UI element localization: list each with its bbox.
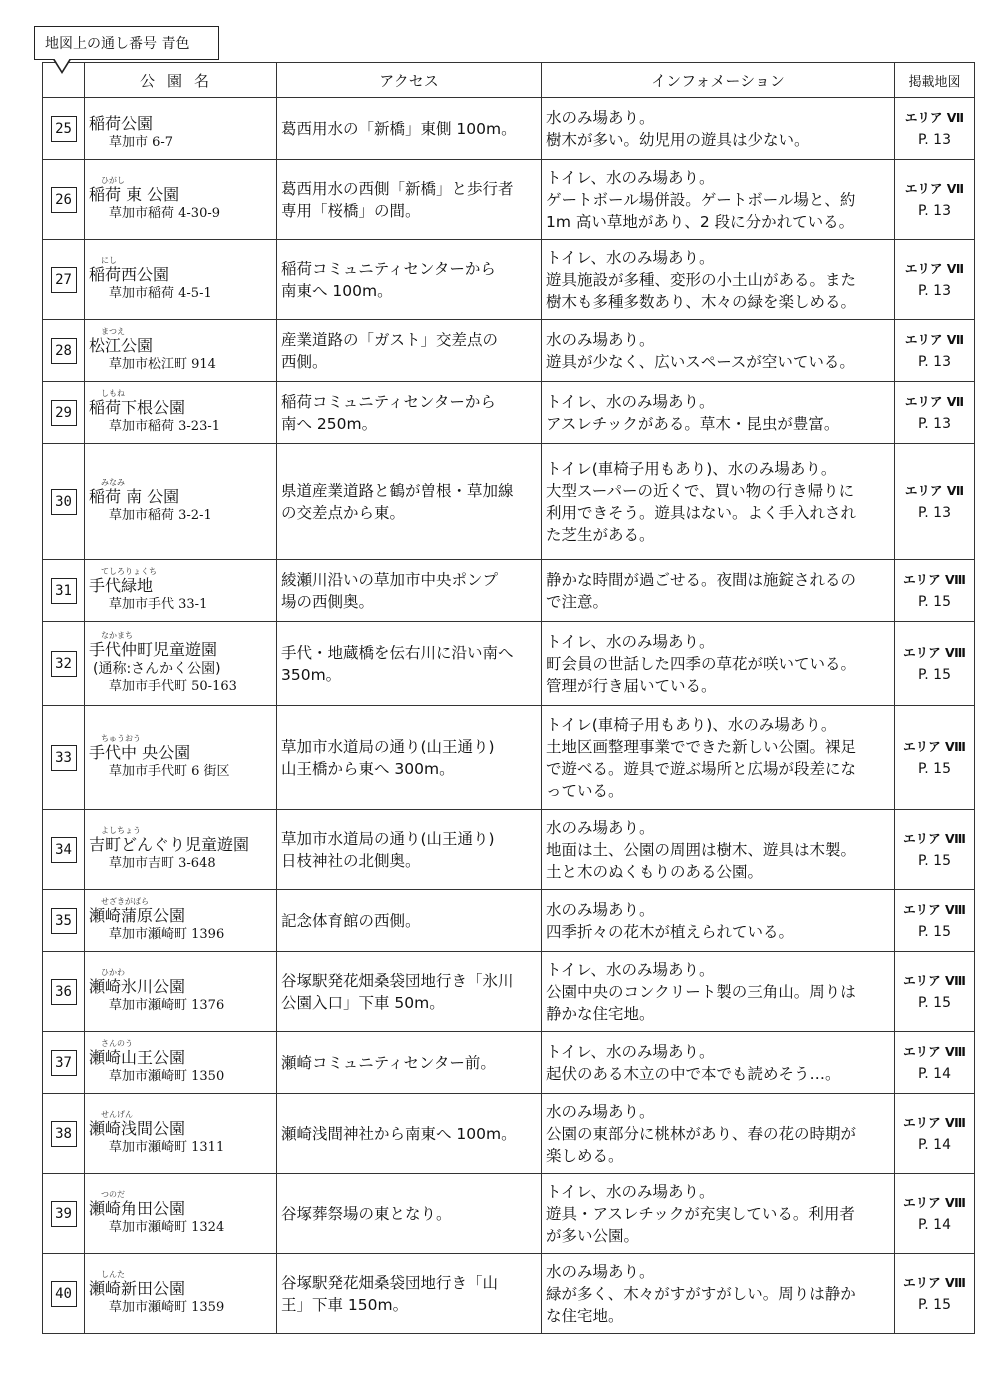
park-name-reading: なかまち	[101, 631, 133, 640]
park-name-reading: よしちょう	[101, 826, 141, 835]
map-area: エリア Ⅷ	[903, 571, 966, 587]
information-line: 町会員の世話した四季の草花が咲いている。	[546, 654, 857, 673]
information-line: 水のみ場あり。	[546, 900, 655, 919]
park-address: 草加市 6-7	[109, 135, 174, 150]
map-cell	[895, 382, 975, 444]
information-line: 楽しめる。	[546, 1146, 624, 1165]
map-cell	[895, 890, 975, 952]
access-line: 草加市水道局の通り(山王通り)	[281, 829, 495, 848]
park-name-reading	[89, 105, 272, 114]
map-area: エリア Ⅶ	[904, 109, 965, 125]
information-line: ゲートボール場併設。ゲートボール場と、約	[546, 190, 856, 209]
park-name-cell	[85, 810, 277, 890]
access-line: 稲荷コミュニティセンターから	[281, 259, 496, 278]
information-line: トイレ、水のみ場あり。	[546, 632, 715, 651]
information-line: 大型スーパーの近くで、買い物の行き帰りに	[546, 481, 855, 500]
park-name-reading: さんのう	[101, 1039, 133, 1048]
map-area: エリア Ⅶ	[904, 180, 965, 196]
information-cell	[542, 1254, 895, 1334]
access-line: 綾瀬川沿いの草加市中央ポンプ	[281, 570, 499, 589]
information-cell	[542, 622, 895, 706]
map-cell	[895, 1032, 975, 1094]
access-line: 瀬崎浅間神社から南東へ 100m。	[281, 1124, 517, 1143]
park-name-reading: しもね	[101, 389, 125, 398]
park-address: 草加市瀬崎町 1311	[109, 1140, 225, 1155]
map-cell	[895, 1174, 975, 1254]
map-cell	[895, 560, 975, 622]
access-line: 公園入口」下車 50m。	[281, 993, 445, 1012]
park-number-cell	[43, 810, 85, 890]
park-name-cell	[85, 706, 277, 810]
park-number-cell	[43, 240, 85, 320]
map-page: P. 15	[918, 1296, 951, 1313]
access-cell	[277, 622, 542, 706]
park-number-cell	[43, 1032, 85, 1094]
map-area: エリア Ⅷ	[903, 1274, 966, 1290]
park-name-cell	[85, 1094, 277, 1174]
access-cell	[277, 560, 542, 622]
information-line: トイレ、水のみ場あり。	[546, 1042, 715, 1061]
park-name: 手代中 央公園	[89, 743, 191, 762]
park-number-cell	[43, 890, 85, 952]
park-name-reading: ひかわ	[101, 968, 125, 977]
access-cell	[277, 810, 542, 890]
park-name-reading: まつえ	[101, 327, 125, 336]
information-cell	[542, 952, 895, 1032]
information-line: 地面は土、公園の周囲は樹木、遊具は木製。	[546, 840, 857, 859]
information-line: 水のみ場あり。	[546, 818, 655, 837]
header-row	[43, 63, 975, 98]
park-number-badge: 37	[51, 1050, 77, 1076]
park-number-cell	[43, 382, 85, 444]
access-cell	[277, 1174, 542, 1254]
park-number-badge: 29	[51, 400, 77, 426]
park-number-cell	[43, 1094, 85, 1174]
park-name-reading: にし	[101, 256, 117, 265]
park-name-cell	[85, 320, 277, 382]
information-line: トイレ、水のみ場あり。	[546, 392, 715, 411]
map-cell	[895, 1254, 975, 1334]
park-name-cell	[85, 560, 277, 622]
park-number-cell	[43, 560, 85, 622]
access-cell	[277, 160, 542, 240]
park-name-reading: せざきがばら	[101, 897, 149, 906]
park-number-cell	[43, 1254, 85, 1334]
access-line: 谷塚駅発花畑桑袋団地行き「山	[281, 1273, 499, 1292]
park-name: 稲荷西公園	[89, 265, 170, 284]
park-number-badge: 33	[51, 745, 77, 771]
park-number-cell	[43, 444, 85, 560]
park-number-badge: 38	[51, 1121, 77, 1147]
map-cell	[895, 444, 975, 560]
park-address: 草加市瀬崎町 1324	[109, 1220, 225, 1235]
information-line: 水のみ場あり。	[546, 330, 655, 349]
map-area: エリア Ⅶ	[904, 482, 965, 498]
map-cell	[895, 320, 975, 382]
park-name-cell	[85, 160, 277, 240]
park-name-cell	[85, 952, 277, 1032]
information-cell	[542, 1032, 895, 1094]
information-line: 土と木のぬくもりのある公園。	[546, 862, 764, 881]
access-line: 産業道路の「ガスト」交差点の	[281, 330, 499, 349]
access-line: 記念体育館の西側。	[281, 911, 421, 930]
information-cell	[542, 1094, 895, 1174]
access-line: 手代・地蔵橋を伝右川に沿い南へ	[281, 643, 514, 662]
park-name-cell	[85, 382, 277, 444]
park-number-badge: 35	[51, 908, 77, 934]
information-line: 遊具施設が多種、変形の小土山がある。また	[546, 270, 857, 289]
park-number-badge: 34	[51, 837, 77, 863]
information-line: 利用できそう。遊具はない。よく手入れされ	[546, 503, 857, 522]
access-line: 西側。	[281, 352, 328, 371]
park-name-cell	[85, 240, 277, 320]
information-line: 緑が多く、木々がすがすがしい。周りは静か	[546, 1284, 856, 1303]
map-page: P. 15	[918, 994, 951, 1011]
map-page: P. 13	[918, 131, 951, 148]
header-access: アクセス	[277, 63, 542, 98]
information-line: っている。	[546, 781, 624, 800]
map-cell	[895, 240, 975, 320]
map-cell	[895, 98, 975, 160]
map-page: P. 15	[918, 666, 951, 683]
park-address: 草加市稲荷 4-5-1	[109, 286, 212, 301]
information-line: トイレ(車椅子用もあり)、水のみ場あり。	[546, 459, 837, 478]
information-line: トイレ、水のみ場あり。	[546, 248, 715, 267]
park-name: 瀬崎浅間公園	[89, 1119, 186, 1138]
park-alias: (通称:さんかく公園)	[93, 661, 221, 677]
park-address: 草加市手代 33-1	[109, 597, 208, 612]
information-cell	[542, 560, 895, 622]
access-line: 谷塚葬祭場の東となり。	[281, 1204, 452, 1223]
map-cell	[895, 706, 975, 810]
information-cell	[542, 890, 895, 952]
access-line: 場の西側奥。	[281, 592, 375, 611]
map-area: エリア Ⅶ	[904, 331, 965, 347]
access-cell	[277, 98, 542, 160]
map-area: エリア Ⅷ	[903, 738, 966, 754]
table-row	[43, 444, 975, 560]
table-row	[43, 1094, 975, 1174]
information-cell	[542, 810, 895, 890]
access-cell	[277, 320, 542, 382]
park-address: 草加市吉町 3-648	[109, 856, 216, 871]
park-number-badge: 26	[51, 187, 77, 213]
header-information: インフォメーション	[542, 63, 895, 98]
access-cell	[277, 952, 542, 1032]
park-number-cell	[43, 98, 85, 160]
map-page: P. 15	[918, 760, 951, 777]
park-number-cell	[43, 1174, 85, 1254]
access-line: 350m。	[281, 665, 342, 684]
map-area: エリア Ⅷ	[903, 830, 966, 846]
information-line: 水のみ場あり。	[546, 1262, 655, 1281]
map-page: P. 13	[918, 202, 951, 219]
park-address: 草加市稲荷 3-23-1	[109, 419, 221, 434]
table-row	[43, 560, 975, 622]
information-line: た芝生がある。	[546, 525, 655, 544]
park-name-cell	[85, 622, 277, 706]
information-cell	[542, 706, 895, 810]
park-number-cell	[43, 706, 85, 810]
map-page: P. 15	[918, 923, 951, 940]
access-cell	[277, 706, 542, 810]
information-line: で注意。	[546, 592, 609, 611]
access-line: 葛西用水の西側「新橋」と歩行者	[281, 179, 514, 198]
information-cell	[542, 320, 895, 382]
park-number-badge: 30	[51, 489, 77, 515]
information-cell	[542, 382, 895, 444]
park-address: 草加市稲荷 3-2-1	[109, 508, 212, 523]
information-line: トイレ、水のみ場あり。	[546, 1182, 715, 1201]
park-name: 稲荷 南 公園	[89, 487, 180, 506]
map-page: P. 14	[918, 1136, 951, 1153]
park-name: 瀬崎氷川公園	[89, 977, 186, 996]
park-name-reading: せんげん	[101, 1110, 133, 1119]
map-cell	[895, 622, 975, 706]
information-cell	[542, 444, 895, 560]
park-name: 瀬崎蒲原公園	[89, 906, 186, 925]
park-address: 草加市手代町 50-163	[109, 679, 237, 694]
map-area: エリア Ⅷ	[903, 1194, 966, 1210]
information-line: トイレ、水のみ場あり。	[546, 168, 715, 187]
park-number-badge: 36	[51, 979, 77, 1005]
callout-pointer-fill	[54, 58, 70, 71]
map-page: P. 13	[918, 353, 951, 370]
information-line: 遊具が少なく、広いスペースが空いている。	[546, 352, 855, 371]
access-line: 山王橋から東へ 300m。	[281, 759, 455, 778]
table-row	[43, 382, 975, 444]
park-number-cell	[43, 622, 85, 706]
information-line: アスレチックがある。草木・昆虫が豊富。	[546, 414, 840, 433]
table-row	[43, 622, 975, 706]
access-line: 葛西用水の「新橋」東側 100m。	[281, 119, 517, 138]
map-page: P. 15	[918, 852, 951, 869]
access-line: 谷塚駅発花畑桑袋団地行き「氷川	[281, 971, 514, 990]
park-number-badge: 27	[51, 267, 77, 293]
access-cell	[277, 1254, 542, 1334]
park-number-cell	[43, 952, 85, 1032]
park-number-badge: 25	[51, 116, 77, 142]
information-line: 公園の東部分に桃林があり、春の花の時期が	[546, 1124, 857, 1143]
access-cell	[277, 1032, 542, 1094]
park-number-cell	[43, 160, 85, 240]
park-address: 草加市瀬崎町 1350	[109, 1069, 225, 1084]
information-line: トイレ(車椅子用もあり)、水のみ場あり。	[546, 715, 837, 734]
map-page: P. 13	[918, 282, 951, 299]
park-name-reading: つのだ	[101, 1190, 125, 1199]
information-line: で遊べる。遊具で遊ぶ場所と広場が段差にな	[546, 759, 857, 778]
map-area: エリア Ⅷ	[903, 1043, 966, 1059]
map-area: エリア Ⅷ	[903, 644, 966, 660]
park-address: 草加市稲荷 4-30-9	[109, 206, 221, 221]
access-line: 南へ 250m。	[281, 414, 378, 433]
table-row	[43, 1174, 975, 1254]
information-line: な住宅地。	[546, 1306, 624, 1325]
park-name: 松江公園	[89, 336, 154, 355]
park-address: 草加市手代町 6 街区	[109, 764, 230, 779]
map-cell	[895, 1094, 975, 1174]
information-line: 管理が行き届いている。	[546, 676, 717, 695]
information-line: 起伏のある木立の中で本でも読めそう…。	[546, 1064, 841, 1083]
information-line: 公園中央のコンクリート製の三角山。周りは	[546, 982, 856, 1001]
information-cell	[542, 98, 895, 160]
park-name-reading: ちゅうおう	[101, 734, 141, 743]
map-area: エリア Ⅶ	[904, 393, 965, 409]
map-area: エリア Ⅷ	[903, 901, 966, 917]
park-number-cell	[43, 320, 85, 382]
map-page: P. 14	[918, 1065, 951, 1082]
information-line: 水のみ場あり。	[546, 1102, 655, 1121]
information-line: 静かな時間が過ごせる。夜間は施錠されるの	[546, 570, 857, 589]
information-line: 水のみ場あり。	[546, 108, 655, 127]
park-address: 草加市松江町 914	[109, 357, 216, 372]
access-cell	[277, 240, 542, 320]
information-line: 1m 高い草地があり、2 段に分かれている。	[546, 212, 855, 231]
information-cell	[542, 240, 895, 320]
access-line: 県道産業道路と鶴が曽根・草加線	[281, 481, 514, 500]
park-name-cell	[85, 98, 277, 160]
information-line: 四季折々の花木が植えられている。	[546, 922, 795, 941]
park-name-reading: みなみ	[101, 478, 125, 487]
header-park-name: 公園名	[85, 63, 277, 98]
park-name-cell	[85, 1032, 277, 1094]
access-line: 日枝神社の北側奥。	[281, 851, 421, 870]
information-line: 静かな住宅地。	[546, 1004, 655, 1023]
park-table	[42, 62, 975, 1334]
access-line: 草加市水道局の通り(山王通り)	[281, 737, 495, 756]
table-row	[43, 320, 975, 382]
park-name-reading: しんた	[101, 1270, 125, 1279]
park-number-badge: 40	[51, 1281, 77, 1307]
map-page: P. 15	[918, 593, 951, 610]
information-line: トイレ、水のみ場あり。	[546, 960, 715, 979]
park-name: 瀬崎山王公園	[89, 1048, 186, 1067]
access-line: 稲荷コミュニティセンターから	[281, 392, 496, 411]
header-map: 掲載地図	[895, 63, 975, 98]
park-name-reading: ひがし	[101, 176, 125, 185]
information-line: 樹木も多種多数あり、木々の緑を楽しめる。	[546, 292, 857, 311]
park-address: 草加市瀬崎町 1376	[109, 998, 225, 1013]
information-line: 遊具・アスレチックが充実している。利用者	[546, 1204, 855, 1223]
table-row	[43, 98, 975, 160]
table-row	[43, 1254, 975, 1334]
access-line: 南東へ 100m。	[281, 281, 393, 300]
map-cell	[895, 160, 975, 240]
map-area: エリア Ⅷ	[903, 1114, 966, 1130]
park-address: 草加市瀬崎町 1396	[109, 927, 225, 942]
map-page: P. 13	[918, 415, 951, 432]
map-area: エリア Ⅷ	[903, 972, 966, 988]
information-cell	[542, 160, 895, 240]
park-number-badge: 39	[51, 1201, 77, 1227]
table-row	[43, 706, 975, 810]
park-name-cell	[85, 1254, 277, 1334]
table-row	[43, 160, 975, 240]
park-number-badge: 28	[51, 338, 77, 364]
park-number-badge: 31	[51, 578, 77, 604]
access-line: 専用「桜橋」の間。	[281, 201, 421, 220]
park-name: 吉町どんぐり児童遊園	[89, 835, 250, 854]
map-area: エリア Ⅶ	[904, 260, 965, 276]
map-page: P. 13	[918, 504, 951, 521]
table-row	[43, 240, 975, 320]
table-row	[43, 1032, 975, 1094]
park-name: 瀬崎角田公園	[89, 1199, 186, 1218]
park-name: 稲荷下根公園	[89, 398, 186, 417]
park-name-cell	[85, 1174, 277, 1254]
legend-callout: 地図上の通し番号 青色	[34, 26, 219, 60]
park-number-badge: 32	[51, 651, 77, 677]
access-cell	[277, 1094, 542, 1174]
access-line: 王」下車 150m。	[281, 1295, 409, 1314]
park-address: 草加市瀬崎町 1359	[109, 1300, 225, 1315]
map-page: P. 14	[918, 1216, 951, 1233]
park-name-reading: てしろりょくち	[101, 567, 157, 576]
park-name-cell	[85, 444, 277, 560]
park-name: 稲荷公園	[89, 114, 154, 133]
access-line: の交差点から東。	[281, 503, 406, 522]
park-name: 瀬崎新田公園	[89, 1279, 186, 1298]
table-row	[43, 890, 975, 952]
map-cell	[895, 952, 975, 1032]
map-cell	[895, 810, 975, 890]
access-cell	[277, 890, 542, 952]
information-line: が多い公園。	[546, 1226, 640, 1245]
access-line: 瀬崎コミュニティセンター前。	[281, 1053, 496, 1072]
access-cell	[277, 444, 542, 560]
information-line: 土地区画整理事業でできた新しい公園。裸足	[546, 737, 857, 756]
table-row	[43, 810, 975, 890]
information-line: 樹木が多い。幼児用の遊具は少ない。	[546, 130, 810, 149]
park-name: 手代緑地	[89, 576, 154, 595]
park-name: 稲荷 東 公園	[89, 185, 180, 204]
park-name-cell	[85, 890, 277, 952]
access-cell	[277, 382, 542, 444]
park-name: 手代仲町児童遊園	[89, 640, 218, 659]
table-row	[43, 952, 975, 1032]
information-cell	[542, 1174, 895, 1254]
